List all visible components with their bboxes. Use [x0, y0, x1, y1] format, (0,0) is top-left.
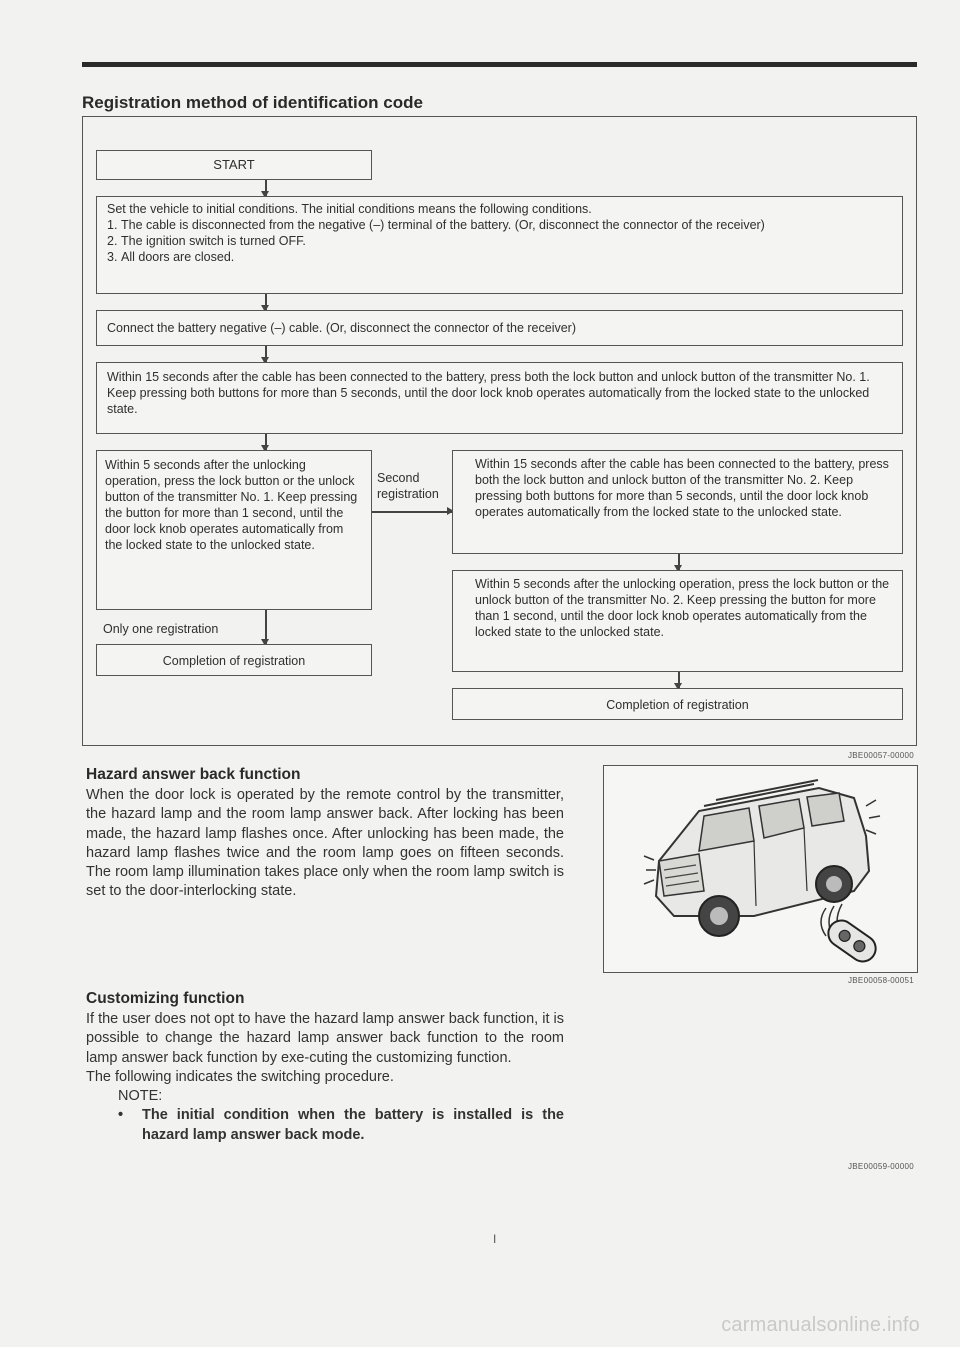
customizing-body: If the user does not opt to have the hazard lamp answer back function, it is possible to change the hazard lamp answer back function to the room lamp answer back function by exe-cuting the customizing function. The following indicates the switching procedure. NOTE: • The initial condition when the battery is installed is the hazard lamp answer back mode. — [86, 1010, 564, 1145]
arrow-step1 — [265, 294, 267, 310]
transmitter-1-unlock-box — [96, 450, 372, 610]
top-rule — [82, 62, 917, 67]
transmitter-2-press-text: Within 15 seconds after the cable has been connected to the battery, press both the lock button and unlock button of the transmitter No. 2. Keep pressing both buttons for more than 5 seconds, until the door lock knob operates automatically from the locked state to the unlocked state. — [475, 457, 889, 519]
customizing-figure-code: JBE00059-00000 — [848, 1162, 915, 1171]
connect-battery-box — [96, 310, 903, 346]
watermark: carmanualsonline.info — [721, 1314, 920, 1336]
transmitter-2-press-box — [452, 450, 903, 554]
hazard-body: When the door lock is operated by the remote control by the transmitter, the hazard lamp and the room lamp answer back. After locking has been made, the hazard lamp flashes once. After unlocking has been made, the hazard lamp flashes twice and the room lamp goes on fifteen seconds. The room lamp illumination takes place only when the room lamp switch is set to the door-interlocking state. — [86, 787, 564, 900]
initial-conditions-intro: Set the vehicle to initial conditions. The initial conditions means the following conditions. — [107, 202, 592, 216]
right-completion-box — [452, 688, 903, 720]
condition-item-3: 3. All doors are closed. — [107, 250, 235, 264]
initial-conditions-box — [96, 196, 903, 294]
left-completion-label: Completion of registration — [162, 654, 306, 668]
arrow-second-registration — [372, 511, 452, 513]
condition-item-1: 1. The cable is disconnected from the negative (–) terminal of the battery. (Or, disconnect the connector of the receiver) — [107, 218, 765, 232]
page-heading: Registration method of identification code — [82, 93, 423, 112]
arrow-right2 — [678, 672, 680, 688]
second-registration-label: Second registration — [377, 471, 439, 501]
customizing-title: Customizing function — [86, 990, 245, 1007]
transmitter-2-unlock-box — [452, 570, 903, 672]
right-completion-label: Completion of registration — [606, 698, 749, 712]
arrow-start — [265, 180, 267, 196]
hazard-title: Hazard answer back function — [86, 766, 301, 783]
flowchart-figure-code: JBE00057-00000 — [848, 751, 915, 760]
page-number: I — [493, 1232, 497, 1246]
start-box — [96, 150, 372, 180]
note-bullet: • The initial condition when the battery is installed is the hazard lamp answer back mode. — [86, 1106, 564, 1145]
transmitter-2-unlock-text: Within 5 seconds after the unlocking operation, press the lock button or the unlock button of the transmitter No. 2. Keep pressing the button for more than 1 second, until the door lock knob operates automatically from the locked state to the unlocked state. — [475, 577, 890, 639]
arrow-step2 — [265, 346, 267, 362]
arrow-right1 — [678, 554, 680, 570]
arrow-only-one — [265, 610, 267, 644]
only-one-registration-label: Only one registration — [103, 622, 219, 636]
car-icon — [604, 766, 916, 971]
car-remote-illustration — [603, 765, 918, 973]
note-label: NOTE: — [118, 1088, 163, 1105]
left-completion-box — [96, 644, 372, 676]
press-both-buttons-box — [96, 362, 903, 434]
connect-battery-text: Connect the battery negative (–) cable. (Or, disconnect the connector of the receiver) — [107, 321, 577, 335]
transmitter-1-unlock-text: Within 5 seconds after the unlocking operation, press the lock button or the unlock button of the transmitter No. 1. Keep pressing the button for more than 1 second, until the door lock knob operates automatically from the locked state to the unlocked state. — [105, 458, 358, 552]
hazard-figure-code: JBE00058-00051 — [848, 976, 915, 985]
bullet-icon: • — [118, 1107, 124, 1124]
arrow-step3 — [265, 434, 267, 450]
start-label: START — [213, 157, 255, 172]
press-both-buttons-text: Within 15 seconds after the cable has been connected to the battery, press both the lock button and unlock button of the transmitter No. 1. Keep pressing both buttons for more than 5 seconds, until the door lock knob operates automatically from the locked state to the unlocked state. — [107, 370, 870, 416]
condition-item-2: 2. The ignition switch is turned OFF. — [107, 234, 306, 248]
